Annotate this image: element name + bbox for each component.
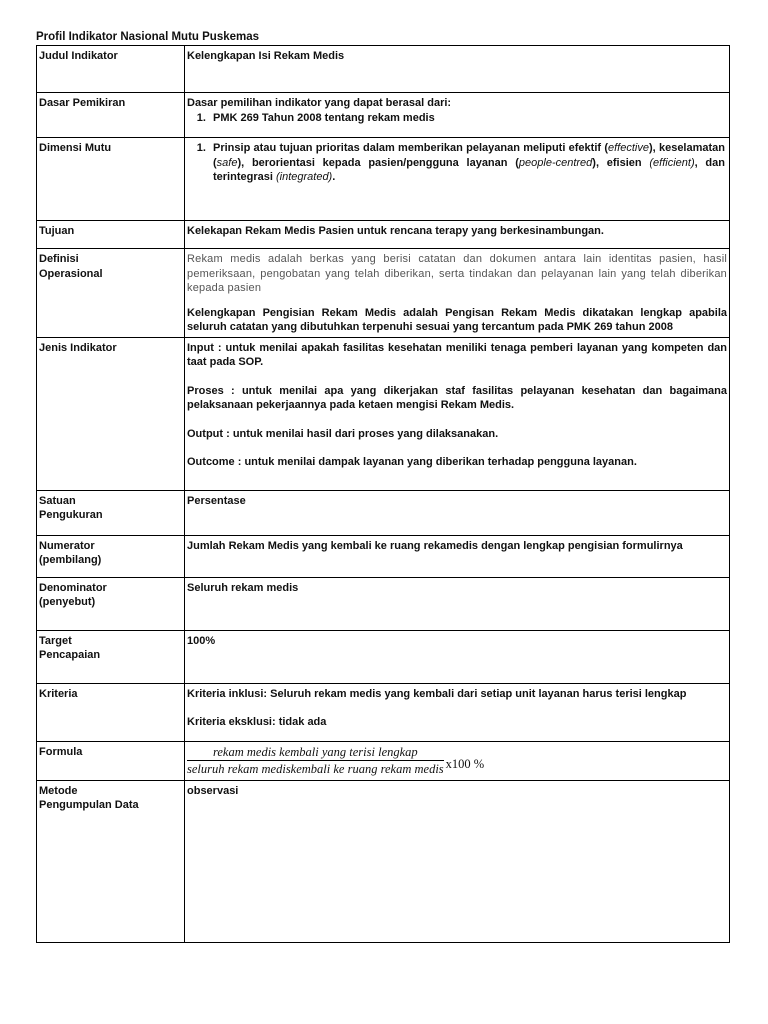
dimensi-list — [187, 141, 727, 185]
row-kriteria — [37, 683, 730, 741]
row-formula — [37, 741, 730, 780]
label-metode-line2: Pengumpulan Data — [39, 799, 139, 811]
row-definisi — [37, 249, 730, 338]
dimensi-text-1: Prinsip atau tujuan prioritas dalam memberikan pelayanan meliputi efektif ( — [213, 142, 608, 154]
label-tujuan: Tujuan — [37, 221, 185, 249]
dimensi-text-3: ), berorientasi kepada pasien/pengguna layanan ( — [237, 156, 519, 169]
dimensi-italic-5: (integrated) — [275, 171, 333, 183]
label-satuan-line1: Satuan — [39, 494, 76, 507]
value-denominator: Seluruh rekam medis — [185, 577, 730, 630]
row-target — [37, 630, 730, 683]
label-numerator-line1: Numerator — [39, 539, 95, 552]
label-metode — [37, 780, 185, 942]
formula-fraction — [187, 745, 444, 777]
label-definisi — [37, 249, 185, 338]
label-numerator-line2: (pembilang) — [39, 554, 102, 566]
row-metode — [37, 780, 730, 942]
label-target-line2: Pencapaian — [39, 649, 101, 661]
label-satuan-line2: Pengukuran — [39, 509, 103, 521]
dimensi-text-6: . — [332, 171, 336, 183]
label-formula: Formula — [37, 741, 185, 780]
value-kriteria — [185, 683, 730, 741]
dimensi-italic-2: safe — [216, 156, 238, 169]
dimensi-item-1 — [209, 141, 725, 185]
kriteria-eksklusi: Kriteria eksklusi: tidak ada — [187, 716, 327, 728]
label-judul: Judul Indikator — [37, 46, 185, 93]
jenis-output: Output : untuk menilai hasil dari proses yang dilaksanakan. — [187, 427, 499, 440]
value-formula — [185, 741, 730, 780]
definisi-paragraph-1: Rekam medis adalah berkas yang berisi catatan dan dokumen antara lain identitas pasien, hasil pemeriksaan, pengobatan yang telah diberikan, serta tindakan dan pelayanan lain yang telah diberikan kepada pasien — [187, 253, 727, 294]
row-tujuan — [37, 221, 730, 249]
value-dimensi — [185, 138, 730, 221]
dasar-item-1: 1. PMK 269 Tahun 2008 tentang rekam medis — [209, 111, 727, 126]
dimensi-italic-3: people-centred — [518, 156, 593, 169]
value-jenis — [185, 337, 730, 490]
value-target: 100% — [185, 630, 730, 683]
dimensi-text-5: , dan terintegrasi — [213, 156, 725, 183]
value-dasar — [185, 93, 730, 138]
row-denominator — [37, 577, 730, 630]
value-satuan: Persentase — [185, 490, 730, 535]
value-definisi — [185, 249, 730, 338]
row-satuan — [37, 490, 730, 535]
label-metode-line1: Metode — [39, 784, 78, 797]
jenis-outcome: Outcome : untuk menilai dampak layanan yang diberikan terhadap pengguna layanan. — [187, 456, 637, 468]
label-target-line1: Target — [39, 634, 72, 647]
label-target — [37, 630, 185, 683]
row-dimensi — [37, 138, 730, 221]
formula-denominator: seluruh rekam mediskembali ke ruang rekam medis — [187, 762, 444, 776]
dasar-list — [187, 111, 727, 126]
jenis-proses: Proses : untuk menilai apa yang dikerjakan staf fasilitas pelayanan kesehatan dan bagaimana pelaksanaan pekerjaannya pada ketaen mengisi Rekam Medis. — [187, 384, 727, 411]
row-dasar — [37, 93, 730, 138]
dimensi-italic-4: (efficient) — [649, 156, 695, 169]
dasar-intro: Dasar pemilihan indikator yang dapat berasal dari: — [187, 97, 452, 109]
value-judul: Kelengkapan Isi Rekam Medis — [185, 46, 730, 93]
label-dimensi: Dimensi Mutu — [37, 138, 185, 221]
label-numerator — [37, 535, 185, 577]
formula-multiplier: x100 % — [445, 757, 485, 772]
value-tujuan: Kelekapan Rekam Medis Pasien untuk rencana terapy yang berkesinambungan. — [185, 221, 730, 249]
dimensi-text-2: ), keselamatan ( — [213, 142, 726, 169]
label-satuan — [37, 490, 185, 535]
formula-numerator: rekam medis kembali yang terisi lengkap — [212, 744, 418, 759]
label-definisi-line1: Definisi — [39, 253, 79, 265]
label-kriteria: Kriteria — [37, 683, 185, 741]
label-denominator-line2: (penyebut) — [39, 596, 96, 608]
value-metode: observasi — [185, 780, 730, 942]
formula-expression — [187, 745, 727, 777]
row-judul — [37, 46, 730, 93]
definisi-paragraph-2: Kelengkapan Pengisian Rekam Medis adalah Pengisan Rekam Medis dikatakan lengkap apabila seluruh catatan yang dibutuhkan terpenuhi sesuai yang tercantum pada PMK 269 tahun 2008 — [187, 306, 727, 333]
label-jenis: Jenis Indikator — [37, 337, 185, 490]
kriteria-inklusi: Kriteria inklusi: Seluruh rekam medis yang kembali dari setiap unit layanan harus terisi lengkap — [187, 687, 687, 700]
value-numerator: Jumlah Rekam Medis yang kembali ke ruang rekamedis dengan lengkap pengisian formulirnya — [185, 535, 730, 577]
label-denominator-line1: Denominator — [39, 581, 107, 594]
jenis-input: Input : untuk menilai apakah fasilitas kesehatan meniliki tenaga pemberi layanan yang kompeten dan taat pada SOP. — [187, 341, 727, 368]
label-definisi-line2: Operasional — [39, 267, 103, 280]
dimensi-text-4: ), efisien — [592, 156, 650, 169]
document-title: Profil Indikator Nasional Mutu Puskemas — [36, 31, 260, 43]
dimensi-italic-1: effective — [608, 142, 649, 154]
row-jenis — [37, 337, 730, 490]
row-numerator — [37, 535, 730, 577]
indicator-profile-table — [36, 45, 730, 943]
label-denominator — [37, 577, 185, 630]
label-dasar: Dasar Pemikiran — [37, 93, 185, 138]
